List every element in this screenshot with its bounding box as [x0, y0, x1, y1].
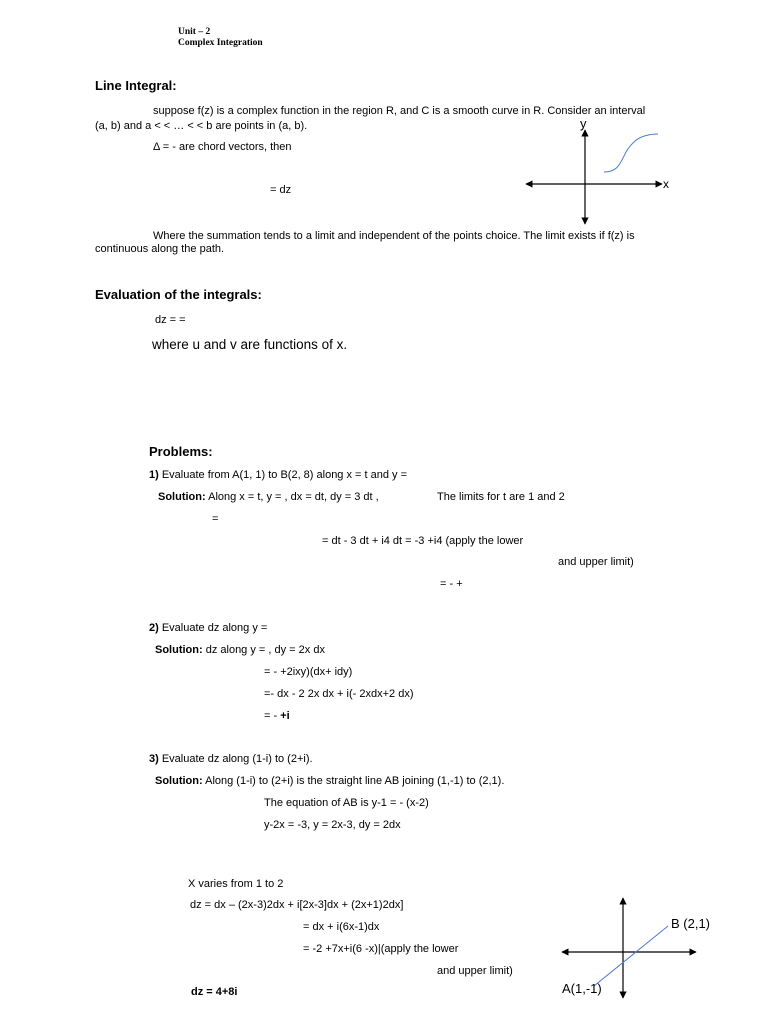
problem-2-solution-text: dz along y = , dy = 2x dx: [202, 644, 325, 656]
problem-3-line-7: = -2 +7x+i(6 -x)|(apply the lower: [303, 943, 459, 955]
limit-equation: = dz: [270, 184, 292, 196]
unit-label: Unit – 2: [178, 27, 211, 37]
solution-label: Solution:: [158, 491, 206, 503]
problem-1-statement: [149, 469, 407, 482]
problem-1-solution-text: Along x = t, y = , dx = dt, dy = 3 dt ,: [205, 491, 379, 503]
problem-1-line-4: and upper limit): [558, 556, 634, 568]
problem-3-line-2: The equation of AB is y-1 = - (x-2): [264, 797, 429, 809]
problem-3-line-8: and upper limit): [437, 965, 513, 977]
problem-3-line-6: = dx + i(6x-1)dx: [303, 921, 380, 933]
curve-axes-figure: [520, 112, 680, 232]
problem-3-statement: [149, 753, 313, 766]
problem-2-line-4-text: = -: [264, 710, 281, 722]
paragraph-4-line-2: continuous along the path.: [95, 243, 225, 255]
problem-2-solution: [155, 644, 325, 657]
problem-2-line-4-imag: +i: [280, 710, 290, 722]
paragraph-4-line-1: Where the summation tends to a limit and independent of the points choice. The limit exists if f(z) is: [153, 230, 635, 242]
line-integral-heading: Line Integral:: [95, 78, 177, 93]
y-axis-label: y: [580, 116, 587, 131]
smooth-curve: [604, 134, 658, 172]
problem-3-result: dz = 4+8i: [191, 986, 238, 998]
point-a-label: A(1,-1): [562, 981, 602, 996]
point-b-label: B (2,1): [671, 916, 711, 931]
problems-heading: Problems:: [149, 444, 213, 459]
problem-3-solution-text: Along (1-i) to (2+i) is the straight line AB joining (1,-1) to (2,1).: [202, 775, 505, 787]
x-axis-label: x: [663, 177, 669, 191]
problem-2-line-2: = - +2ixy)(dx+ idy): [264, 666, 353, 678]
problem-3-number: 3): [149, 753, 159, 765]
problem-2-statement: [149, 622, 267, 635]
problem-1-text: Evaluate from A(1, 1) to B(2, 8) along x = t and y =: [158, 469, 408, 481]
problem-3-line-5: dz = dx – (2x-3)2dx + i[2x-3]dx + (2x+1)2dx]: [190, 899, 404, 911]
problem-1-line-2: =: [212, 513, 219, 525]
problem-1-number: 1): [149, 469, 159, 481]
problem-3-line-3: y-2x = -3, y = 2x-3, dy = 2dx: [264, 819, 401, 831]
evaluation-note: where u and v are functions of x.: [152, 337, 348, 352]
evaluation-heading: Evaluation of the integrals:: [95, 287, 262, 302]
solution-label: Solution:: [155, 775, 203, 787]
evaluation-equation: dz = =: [155, 314, 186, 326]
problem-1-line-3: = dt - 3 dt + i4 dt = -3 +i4 (apply the lower: [322, 535, 524, 547]
problem-3-text: Evaluate dz along (1-i) to (2+i).: [158, 753, 313, 765]
problem-3-line-4: X varies from 1 to 2: [188, 878, 284, 890]
problem-2-number: 2): [149, 622, 159, 634]
problem-2-text: Evaluate dz along y =: [158, 622, 268, 634]
paragraph-1-line-1: suppose f(z) is a complex function in the region R, and C is a smooth curve in R. Consider an interval: [153, 105, 646, 117]
problem-1-solution: [158, 491, 379, 504]
problem-3-solution: [155, 775, 504, 788]
chord-vectors-line: Δ = - are chord vectors, then: [153, 141, 292, 153]
problem-2-line-4: [264, 710, 290, 723]
problem-2-line-3: =- dx - 2 2x dx + i(- 2xdx+2 dx): [264, 688, 414, 700]
problem-1-limits: The limits for t are 1 and 2: [437, 491, 565, 503]
solution-label: Solution:: [155, 644, 203, 656]
problem-1-line-5: = - +: [440, 578, 463, 590]
line-ab: [594, 926, 668, 986]
subject-title: Complex Integration: [178, 38, 263, 48]
paragraph-1-line-2: (a, b) and a < < … < < b are points in (a, b).: [95, 120, 308, 132]
